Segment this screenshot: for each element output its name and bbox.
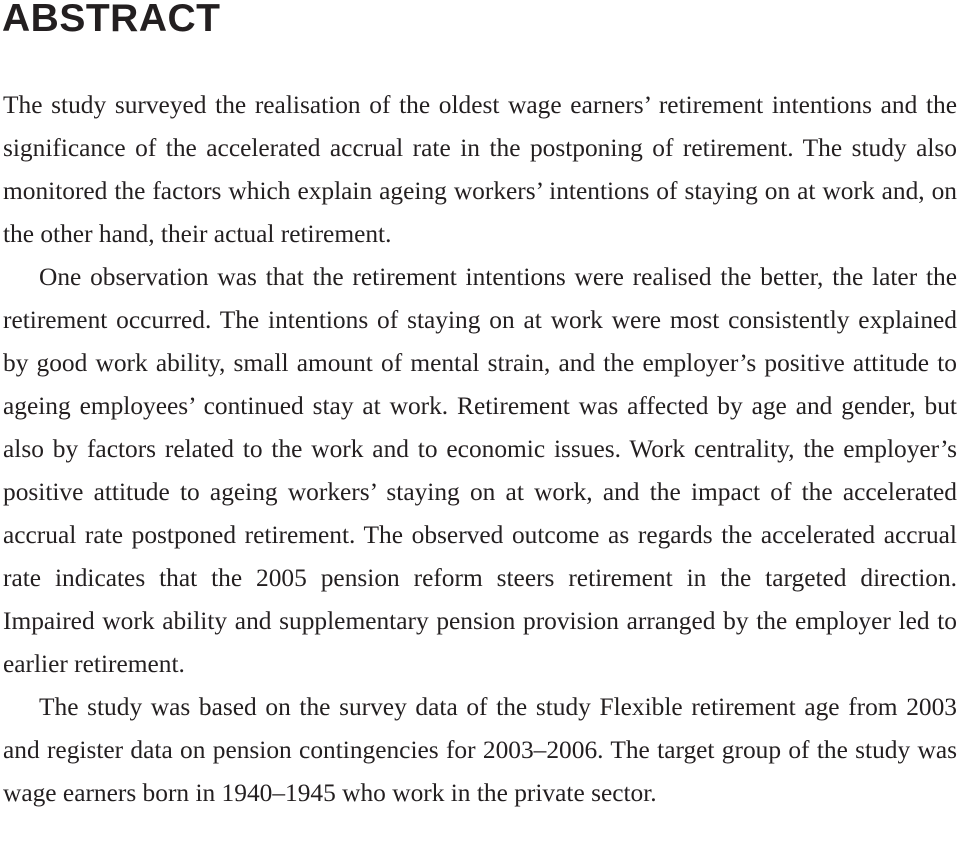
- abstract-body: [3, 84, 957, 815]
- abstract-paragraph-3: The study was based on the survey data of the study Flexible retirement age from 2003 and register data on pension contingencies for 2003–2006. The target group of the study was wage earners born in 1940–1945 who work in the private sector.: [3, 693, 957, 807]
- abstract-paragraph-1: The study surveyed the realisation of the oldest wage earners’ retirement intentions and the significance of the accelerated accrual rate in the postponing of retirement. The study also monitored the factors which explain ageing workers’ intentions of staying on at work and, on the other hand, their actual retirement.: [3, 91, 957, 248]
- abstract-paragraph-2: One observation was that the retirement intentions were realised the better, the later the retirement occurred. The intentions of staying on at work were most consistently explained by good work ability, small amount of mental strain, and the employer’s positive attitude to ageing employees’ continued stay at work. Retirement was affected by age and gender, but also by factors related to the work and to economic issues. Work centrality, the employer’s positive attitude to ageing workers’ staying on at work, and the impact of the accelerated accrual rate postponed retirement. The observed outcome as regards the accelerated accrual rate indicates that the 2005 pension reform steers retirement in the targeted direction. Impaired work ability and supplementary pension provision arranged by the employer led to earlier retirement.: [3, 263, 957, 678]
- abstract-heading: ABSTRACT: [2, 0, 221, 40]
